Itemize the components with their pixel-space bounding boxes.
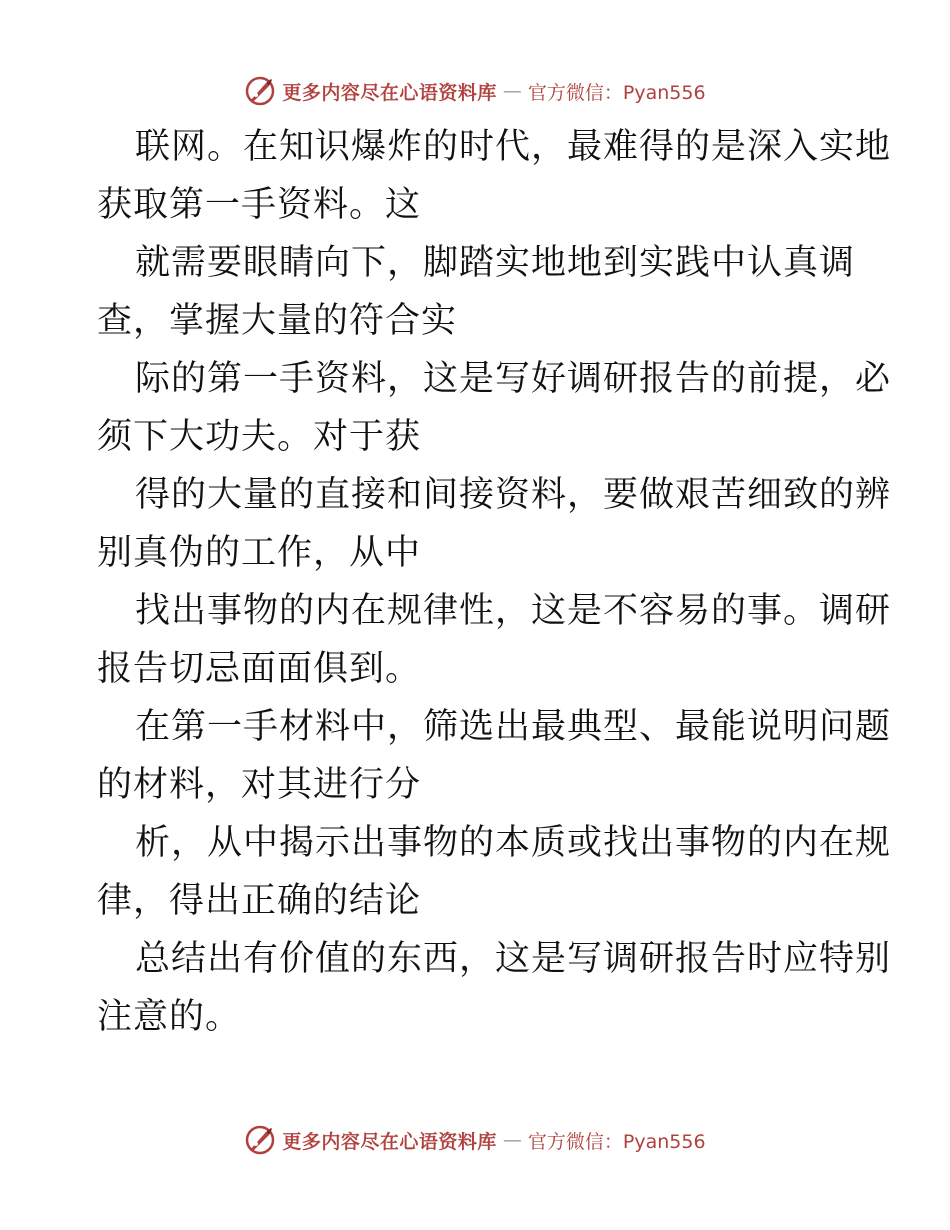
- footer-wechat-text: 官方微信：Pyan556: [527, 1130, 706, 1153]
- text-line: 报告切忌面面俱到。: [97, 649, 422, 689]
- text-line: 别真伪的工作，从中: [97, 533, 422, 573]
- text-line: 查，掌握大量的符合实: [97, 301, 458, 341]
- header-brand-text: 更多内容尽在心语资料库: [282, 81, 497, 104]
- text-line: 得的大量的直接和间接资料，要做艰苦细致的辨: [135, 475, 892, 515]
- text-line: 联网。在知识爆炸的时代，最难得的是深入实地: [135, 127, 892, 167]
- text-line: 须下大功夫。对于获: [97, 417, 422, 457]
- header-banner: [0, 71, 950, 111]
- header-dash: —: [502, 80, 522, 102]
- text-line: 际的第一手资料，这是写好调研报告的前提，必: [135, 359, 892, 399]
- footer-dash: —: [502, 1129, 522, 1151]
- text-line: 析，从中揭示出事物的本质或找出事物的内在规: [135, 823, 892, 863]
- document-body: [97, 118, 892, 1046]
- quill-pen-logo-icon: [244, 1124, 276, 1156]
- quill-pen-logo-icon: [244, 75, 276, 107]
- text-line: 的材料，对其进行分: [97, 765, 422, 805]
- text-line: 注意的。: [97, 997, 242, 1037]
- text-line: 在第一手材料中，筛选出最典型、最能说明问题: [135, 707, 892, 747]
- header-wechat-text: 官方微信：Pyan556: [527, 81, 706, 104]
- footer-brand-text: 更多内容尽在心语资料库: [282, 1130, 497, 1153]
- text-line: 找出事物的内在规律性，这是不容易的事。调研: [135, 591, 892, 631]
- text-line: 就需要眼睛向下，脚踏实地地到实践中认真调: [135, 243, 856, 283]
- text-line: 获取第一手资料。这: [97, 185, 422, 225]
- text-line: 律，得出正确的结论: [97, 881, 422, 921]
- text-line: 总结出有价值的东西，这是写调研报告时应特别: [135, 939, 892, 979]
- footer-banner: [0, 1120, 950, 1160]
